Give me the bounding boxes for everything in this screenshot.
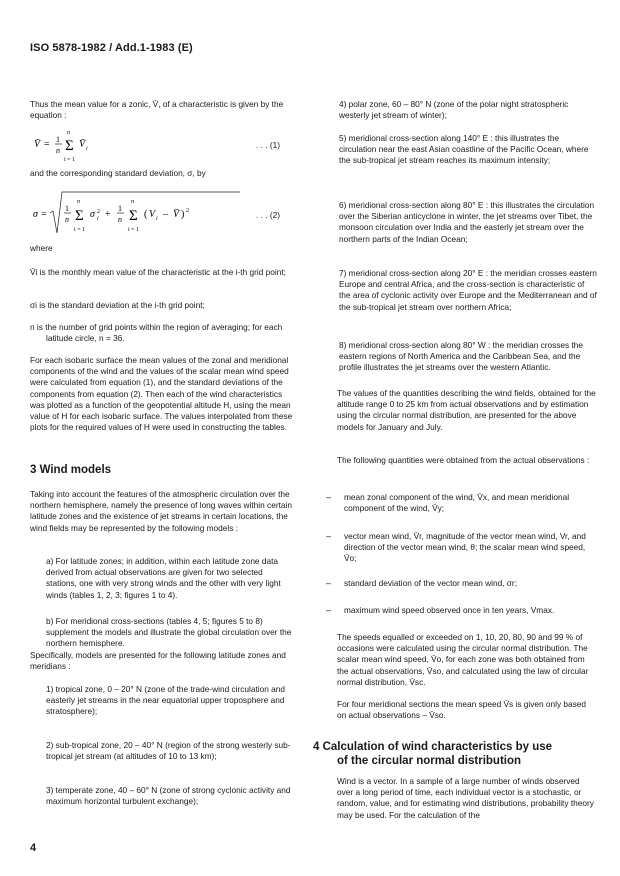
definition-v-mean: V̄i is the monthly mean value of the characteristic at the i-th grid point; — [30, 267, 286, 277]
svg-text:i = 1: i = 1 — [74, 227, 86, 233]
svg-text:(: ( — [144, 209, 148, 220]
svg-text:+: + — [105, 209, 111, 220]
definition-n: n is the number of grid points within the region of averaging; for each latitude circle, n = 36. — [30, 322, 283, 344]
svg-text:Σ: Σ — [129, 208, 138, 224]
section-4-heading-line-1: 4 Calculation of wind characteristics by use — [313, 741, 553, 753]
each-surface-paragraph: For each isobaric surface the mean values of the zonal and meridional components of the wind and the values of the scalar mean wind speed were calculated from equation (1), and the standard deviations of the components from equation (2). Then each of the wind characteristics was plotted as a function of the geopotential altitude H, using the mean value of H for each isobaric surface. The values interpolated from these plots for the required values of H were used in constructing the tables. — [30, 355, 293, 433]
specific-paragraph: Specifically, models are presented for the following latitude zones and meridians : — [30, 650, 286, 672]
definition-sigma: σi is the standard deviation at the i-th grid point; — [30, 300, 205, 310]
svg-text:Σ: Σ — [75, 208, 84, 224]
quantity-item-4: maximum wind speed observed once in ten years, Vmax. — [344, 605, 555, 615]
section-4-heading-line-2: of the circular normal distribution — [337, 755, 522, 767]
four-sections-paragraph: For four meridional sections the mean speed V̄s is given only based on actual observations – V̄so. — [337, 699, 587, 721]
svg-text:1: 1 — [65, 204, 69, 213]
svg-text:σ: σ — [90, 209, 95, 220]
svg-text:n: n — [56, 146, 60, 155]
svg-text:n: n — [77, 199, 80, 205]
wind-vector-paragraph: Wind is a vector. In a sample of a large number of winds observed over a long period of time, each individual vector is a stochastic, or random, value, and for estimating wind distributions, probability theory may be used. For the calculation of the — [337, 776, 594, 820]
dash-marker-2: – — [326, 531, 332, 541]
svg-text:n: n — [67, 130, 70, 136]
zone-item-2: 2) sub-tropical zone, 20 – 40° N (region of the strong westerly sub-tropical jet stream (at altitudes of 10 to 13 km); — [46, 740, 291, 762]
zone-item-1: 1) tropical zone, 0 – 20° N (zone of the trade-wind circulation and easterly jet streams in the near equatorial upper troposphere and stratosphere); — [46, 684, 285, 717]
svg-text:1: 1 — [56, 135, 60, 144]
svg-text:–: – — [163, 209, 168, 220]
page-number: 4 — [30, 842, 37, 854]
dash-marker-3: – — [326, 578, 332, 588]
meridian-item-6: 6) meridional cross-section along 80° E : this illustrates the circulation over the Siberian anticyclone in winter, the jet streams over Tibet, the monsoon circulation over India and the easterly jet stream over the northern parts of the Indian Ocean; — [339, 200, 595, 244]
svg-text:): ) — [181, 209, 185, 220]
svg-text:n: n — [65, 215, 69, 224]
equation-2-number: . . . (2) — [256, 210, 280, 220]
svg-text:i = 1: i = 1 — [128, 227, 140, 233]
svg-text:i: i — [86, 146, 88, 152]
document-header: ISO 5878-1982 / Add.1-1983 (E) — [30, 42, 193, 54]
zone-item-4: 4) polar zone, 60 – 80° N (zone of the polar night stratospheric westerly jet stream of winter); — [339, 99, 569, 121]
svg-text:2: 2 — [186, 208, 189, 214]
equation-1-number: . . . (1) — [256, 140, 280, 150]
quantity-item-1: mean zonal component of the wind, V̄x, and mean meridional component of the wind, V̄y; — [344, 492, 570, 514]
model-item-a: a) For latitude zones; in addition, within each latitude zone data derived from actual observations are given for two selected stations, one with very strong winds and the other with very light winds (tables 1, 2, 3; figures 1 to 4). — [46, 556, 281, 600]
svg-text:σ: σ — [33, 209, 38, 220]
equation-2 — [30, 189, 250, 237]
wind-models-paragraph: Taking into account the features of the atmospheric circulation over the northern hemisphere, namely the presence of long waves within certain latitude zones and the existence of jet streams in certain locations, the wind fields may be represented by the following models : — [30, 489, 292, 533]
quantities-values-paragraph: The values of the quantities describing the wind fields, obtained for the altitude range 0 to 25 km from actual observations and by estimation using the circular normal distribution, are presented for the above models for January and July. — [337, 388, 596, 432]
svg-text:V̄: V̄ — [79, 139, 86, 150]
svg-text:=: = — [44, 139, 50, 150]
svg-text:i = 1: i = 1 — [64, 157, 76, 163]
following-quantities-paragraph: The following quantities were obtained from the actual observations : — [337, 455, 590, 465]
dash-marker-4: – — [326, 605, 332, 615]
where-label: where — [30, 243, 53, 253]
svg-text:V: V — [149, 209, 156, 220]
dash-marker-1: – — [326, 492, 332, 502]
meridian-item-8: 8) meridional cross-section along 80° W : the meridian crosses the eastern regions of North America and the Caribbean Sea, and the profile illustrates the jet streams over the western Atlantic. — [339, 340, 584, 373]
zone-item-3: 3) temperate zone, 40 – 60° N (zone of strong cyclonic activity and maximum horizontal turbulent exchange); — [46, 785, 291, 807]
meridian-item-7: 7) meridional cross-section along 20° E : the meridian crosses eastern Europe and central Africa, and the cross-section is characteristic of the area of cyclonic activity over Europe and the Mediterranean and of the sub-tropical jet stream over northern Africa; — [339, 268, 597, 312]
intro-paragraph: Thus the mean value for a zonic, V̄, of a characteristic is given by the equation : — [30, 99, 284, 121]
quantity-item-3: standard deviation of the vector mean wind, σr; — [344, 578, 517, 588]
equation-1 — [30, 126, 190, 164]
speeds-paragraph: The speeds equalled or exceeded on 1, 10, 20, 80, 90 and 99 % of occasions were calculated using the circular normal distribution. The scalar mean wind speed, V̄o, for each zone was both obtained from the actual observations, V̄so, and calculated using the law of circular normal distribution, V̄sc. — [337, 632, 589, 687]
svg-text:Σ: Σ — [65, 138, 74, 154]
svg-text:1: 1 — [118, 204, 122, 213]
model-item-b: b) For meridional cross-sections (tables 4, 5; figures 5 to 8) supplement the models and illustrate the global circulation over the northern hemisphere. — [46, 616, 292, 649]
meridian-item-5: 5) meridional cross-section along 140° E : this illustrates the circulation near the east Asian coastline of the Pacific Ocean, where the sub-tropical jet stream reaches its maximum intensity; — [339, 133, 589, 166]
svg-text:V̄: V̄ — [173, 209, 180, 220]
section-3-heading: 3 Wind models — [30, 464, 112, 476]
svg-text:i: i — [97, 216, 99, 222]
svg-text:n: n — [118, 215, 122, 224]
svg-text:=: = — [41, 209, 47, 220]
std-dev-paragraph: and the corresponding standard deviation, σ, by — [30, 168, 206, 178]
quantity-item-2: vector mean wind, V̄r, magnitude of the vector mean wind, Vr, and direction of the vector mean wind, θ; the scalar mean wind speed, V̄o; — [344, 531, 586, 564]
svg-text:n: n — [131, 199, 134, 205]
svg-text:i: i — [156, 216, 158, 222]
svg-text:2: 2 — [97, 209, 100, 215]
svg-text:V̄: V̄ — [34, 139, 41, 150]
